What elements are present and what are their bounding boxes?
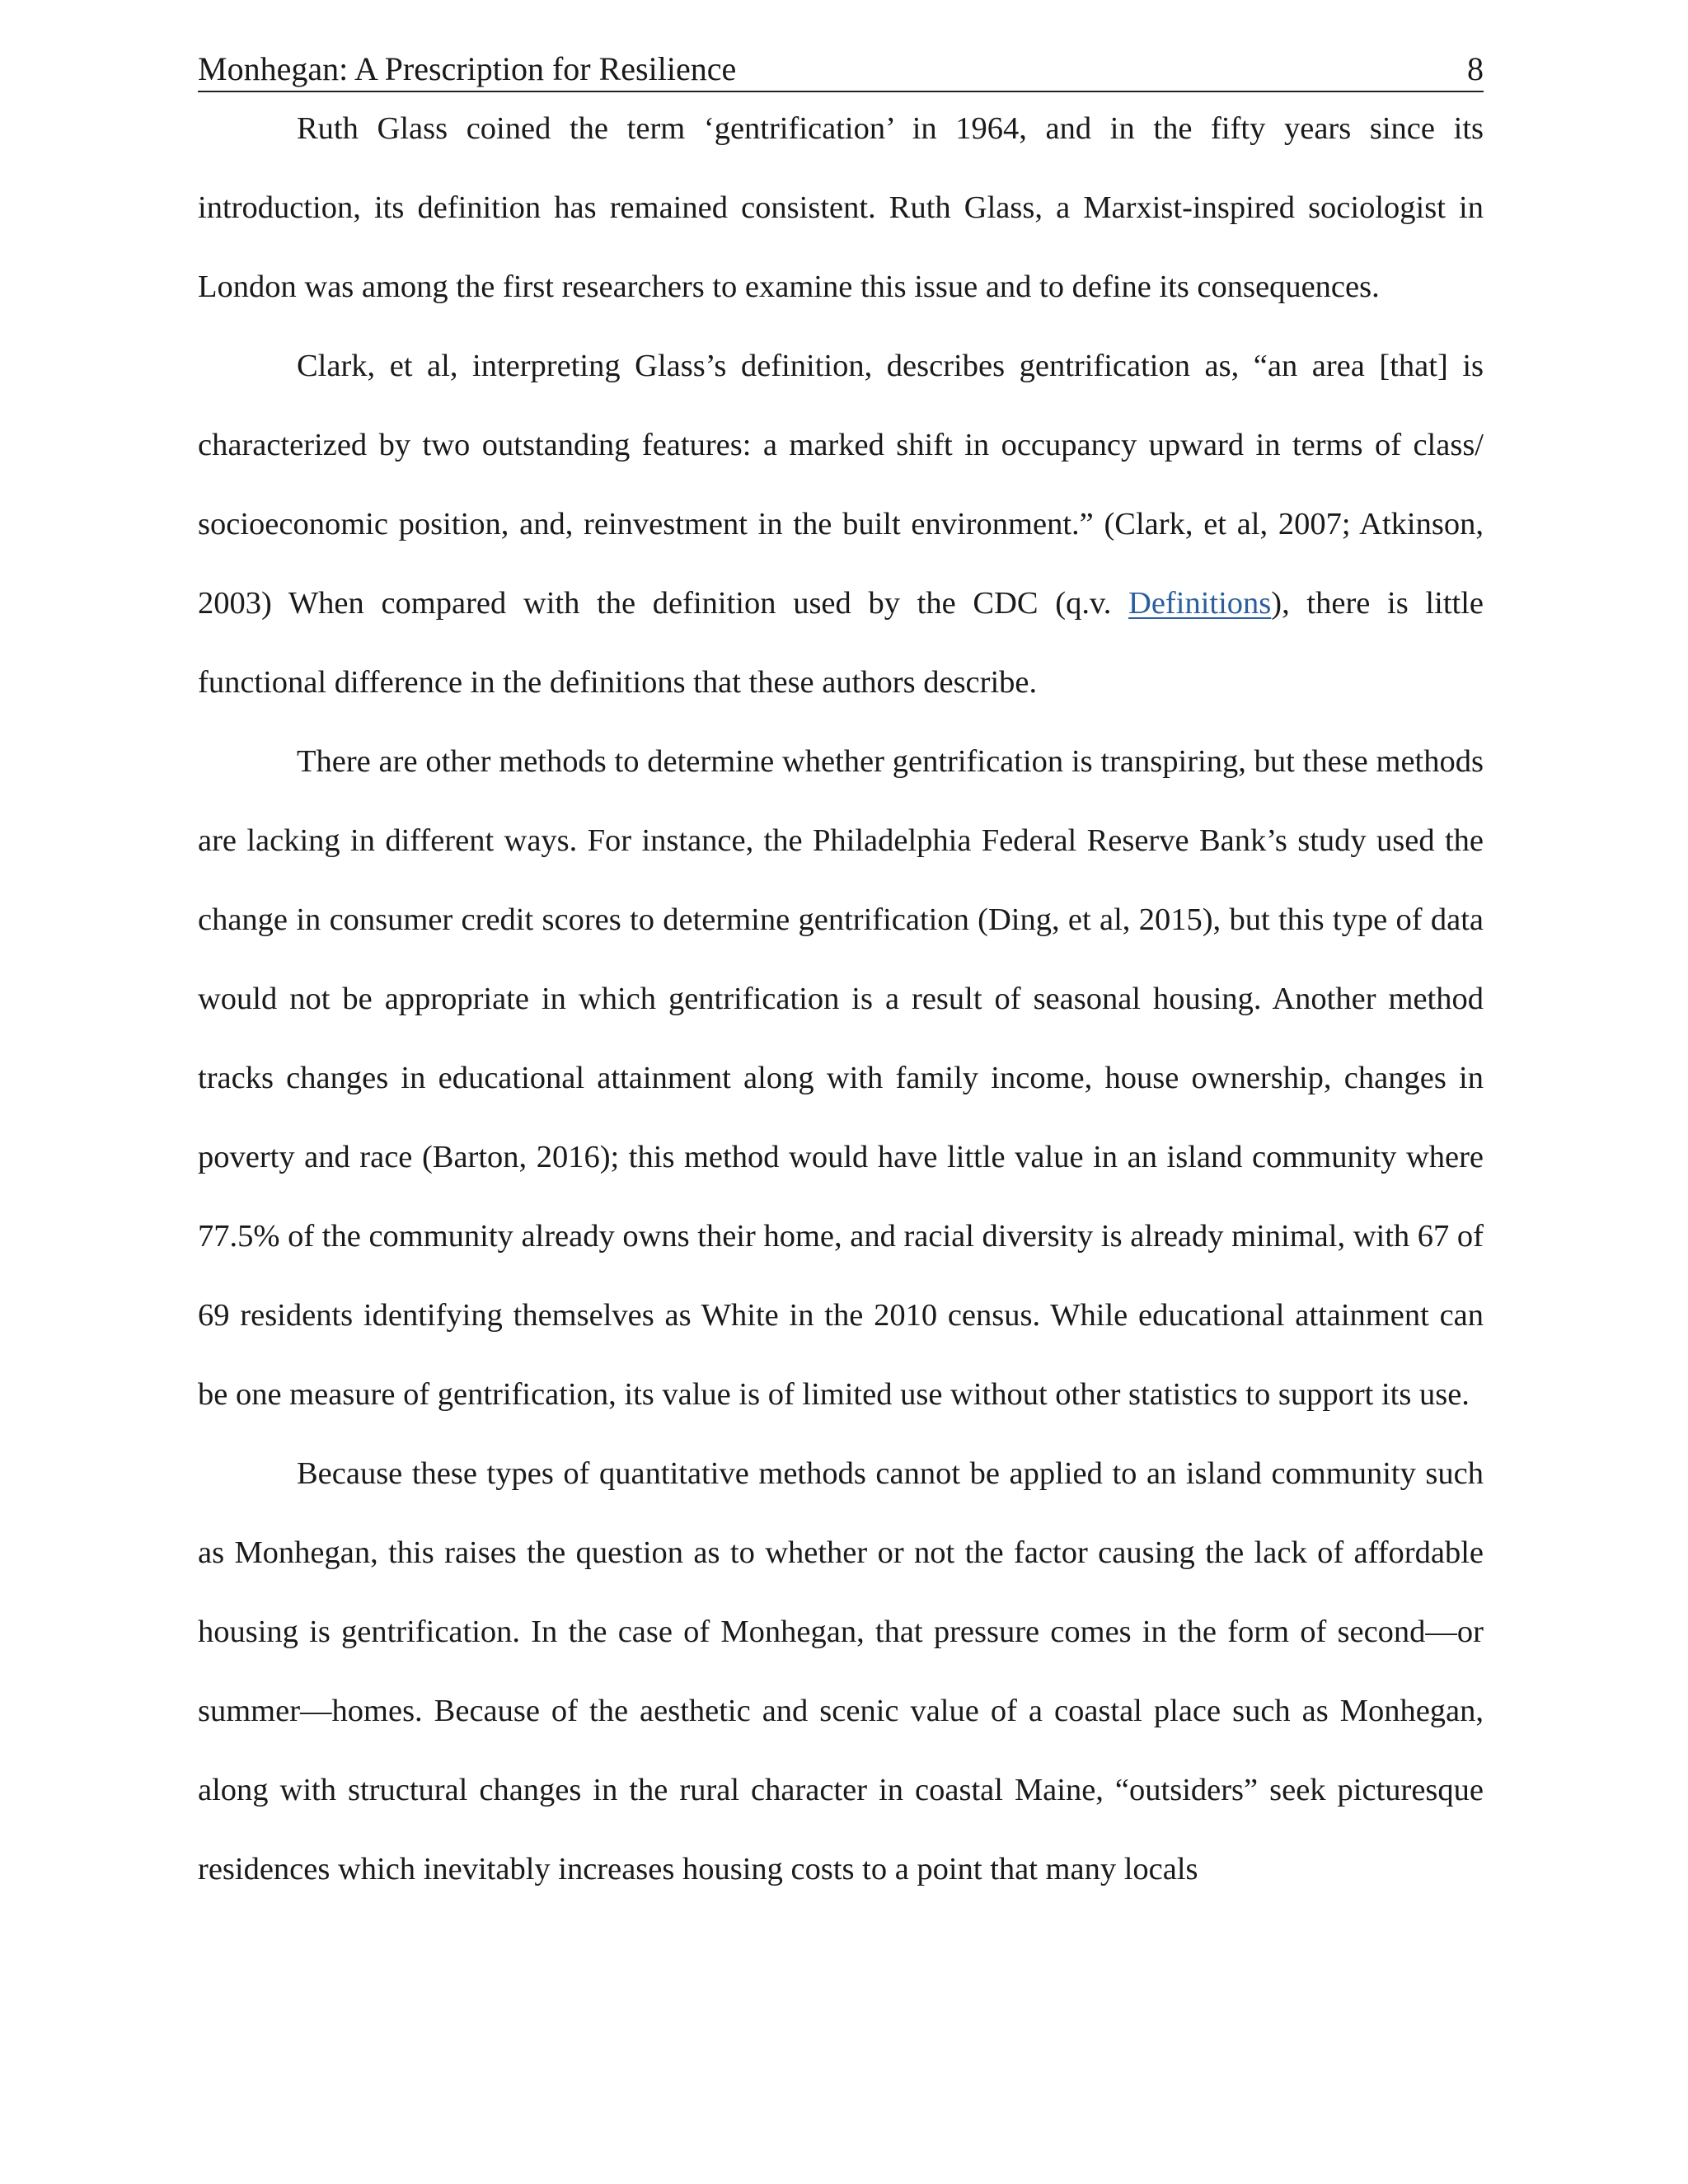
page-number: 8 bbox=[1467, 50, 1484, 87]
paragraph-other-methods: There are other methods to determine whether gentrification is transpiring, but these methods are lacking in different ways. For instance, the Philadelphia Federal Reserve Bank’s study used the change in consumer credit scores to determine gentrification (Ding, et al, 2015), but this type of data would not be appropriate in which gentrification is a result of seasonal housing. Another method tracks changes in educational attainment along with family income, house ownership, changes in poverty and race (Barton, 2016); this method would have little value in an island community where 77.5% of the community already owns their home, and racial diversity is already minimal, with 67 of 69 residents identifying themselves as White in the 2010 census. While educational attainment can be one measure of gentrification, its value is of limited use without other statistics to support its use. bbox=[198, 744, 1484, 1412]
running-header bbox=[198, 48, 1484, 92]
definitions-link[interactable]: Definitions bbox=[1128, 586, 1272, 621]
paragraph-monhegan-pressure: Because these types of quantitative methods cannot be applied to an island community such as Monhegan, this raises the question as to whether or not the factor causing the lack of affordable housing is gentrification. In the case of Monhegan, that pressure comes in the form of second—or summer—homes. Because of the aesthetic and scenic value of a coastal place such as Monhegan, along with structural changes in the rural character in coastal Maine, “outsiders” seek picturesque residences which inevitably increases housing costs to a point that many locals bbox=[198, 1456, 1484, 1886]
header-title: Monhegan: A Prescription for Resilience bbox=[198, 50, 737, 87]
paragraph-glass-origin: Ruth Glass coined the term ‘gentrification’ in 1964, and in the fifty years since its introduction, its definition has remained consistent. Ruth Glass, a Marxist-inspired sociologist in London was among the first researchers to examine this issue and to define its consequences. bbox=[198, 111, 1484, 304]
body-text bbox=[198, 89, 1484, 1909]
paragraph-clark-definition bbox=[198, 326, 1484, 722]
paragraph-text-segment: ), there is little functional difference in the definitions that these authors describe. bbox=[198, 586, 1484, 700]
paragraph-text-segment: Clark, et al, interpreting Glass’s definition, describes gentrification as, “an area [that] is characterized by two outstanding features: a marked shift in occupancy upward in terms of class/ socioeconomic position, and, reinvestment in the built environment.” (Clark, et al, 2007; Atkinson, 2003) When compared with the definition used by the CDC (q.v. bbox=[198, 349, 1484, 621]
